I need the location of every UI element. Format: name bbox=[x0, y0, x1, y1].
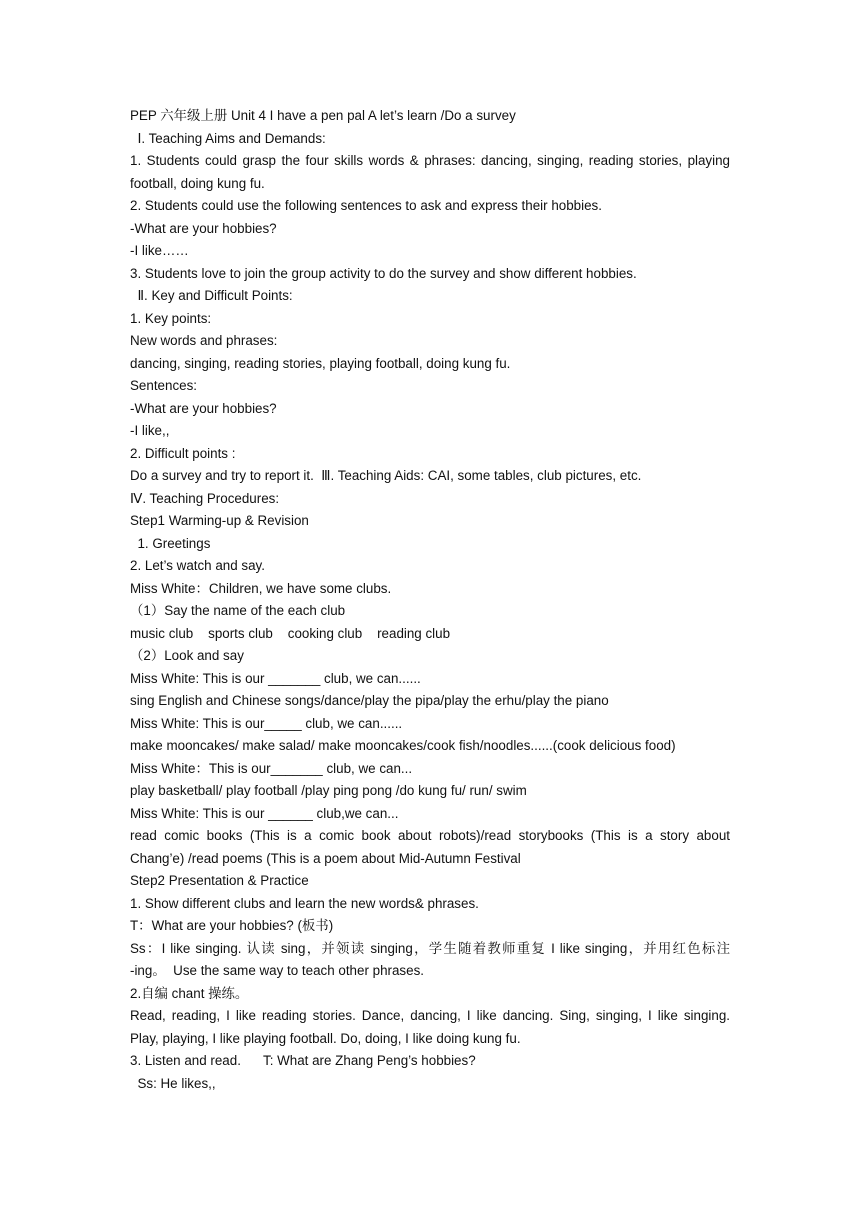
text-line: 1. Key points: bbox=[130, 310, 212, 326]
text-line: 1. Show different clubs and learn the new words& phrases. bbox=[130, 895, 479, 911]
text-line: 2. Students could use the following sentences to ask and express their hobbies. bbox=[130, 198, 602, 213]
text-line: dancing, singing, reading stories, playing football, doing kung fu. bbox=[130, 355, 511, 371]
text-line: T：What are your hobbies? (板书) bbox=[130, 918, 334, 933]
text-line: -I like…… bbox=[130, 243, 189, 258]
text-line: Miss White：Children, we have some clubs. bbox=[130, 580, 392, 596]
text-line: Step1 Warming-up & Revision bbox=[130, 513, 309, 528]
text-line: Do a survey and try to report it. Ⅲ. Teaching Aids: CAI, some tables, club pictures, etc. bbox=[130, 468, 642, 483]
section-heading: Ⅰ. Teaching Aims and Demands: bbox=[130, 130, 326, 146]
text-line: make mooncakes/ make salad/ make mooncakes/cook fish/noodles......(cook delicious food) bbox=[130, 738, 676, 753]
text-line: New words and phrases: bbox=[130, 333, 278, 348]
text-line: 2. Difficult points : bbox=[130, 445, 236, 461]
text-line: Ss：I like singing. 认读 sing，并领读 singing，学生随着教师重复 I like singing，并用红色标注 bbox=[130, 940, 730, 956]
text-line: Ss: He likes,, bbox=[130, 1075, 216, 1091]
text-line: -I like,, bbox=[130, 423, 170, 438]
text-line: -What are your hobbies? bbox=[130, 400, 277, 416]
text-line: sing English and Chinese songs/dance/play the pipa/play the erhu/play the piano bbox=[130, 693, 609, 708]
text-line: 3. Students love to join the group activity to do the survey and show different hobbies. bbox=[130, 265, 637, 281]
document-title: PEP 六年级上册 Unit 4 I have a pen pal A let’s learn /Do a survey bbox=[130, 108, 516, 123]
text-line: （2）Look and say bbox=[130, 648, 244, 663]
text-line: play basketball/ play football /play ping pong /do kung fu/ run/ swim bbox=[130, 783, 527, 798]
text-line: -What are your hobbies? bbox=[130, 220, 277, 236]
text-line: Sentences: bbox=[130, 378, 197, 393]
text-line: 1. Greetings bbox=[130, 535, 211, 551]
section-heading: Ⅳ. Teaching Procedures: bbox=[130, 490, 280, 506]
text-line: music club sports club cooking club reading club bbox=[130, 625, 451, 641]
section-heading: Ⅱ. Key and Difficult Points: bbox=[130, 288, 293, 303]
text-line: Miss White: This is our_____ club, we can...... bbox=[130, 715, 403, 731]
text-line: 1. Students could grasp the four skills words & phrases: dancing, singing, reading stories, playing bbox=[130, 153, 730, 168]
text-line: Miss White: This is our ______ club,we can... bbox=[130, 805, 399, 821]
text-line: Miss White：This is our_______ club, we can... bbox=[130, 760, 413, 776]
text-line: 2.自编 chant 操练。 bbox=[130, 985, 249, 1001]
text-line: Miss White: This is our _______ club, we can...... bbox=[130, 670, 421, 686]
text-line: Play, playing, I like playing football. Do, doing, I like doing kung fu. bbox=[130, 1030, 521, 1046]
document-page bbox=[130, 105, 730, 1095]
text-line: （1）Say the name of the each club bbox=[130, 603, 346, 618]
text-line: Chang’e) /read poems (This is a poem about Mid-Autumn Festival bbox=[130, 850, 521, 866]
text-line: read comic books (This is a comic book about robots)/read storybooks (This is a story about bbox=[130, 828, 730, 843]
text-line: -ing。 Use the same way to teach other phrases. bbox=[130, 963, 424, 978]
text-line: Step2 Presentation & Practice bbox=[130, 873, 309, 888]
text-line: football, doing kung fu. bbox=[130, 175, 265, 191]
text-line: 3. Listen and read. T: What are Zhang Peng’s hobbies? bbox=[130, 1053, 476, 1068]
text-line: Read, reading, I like reading stories. Dance, dancing, I like dancing. Sing, singing, I like singing. bbox=[130, 1008, 730, 1023]
text-line: 2. Let’s watch and say. bbox=[130, 558, 265, 573]
